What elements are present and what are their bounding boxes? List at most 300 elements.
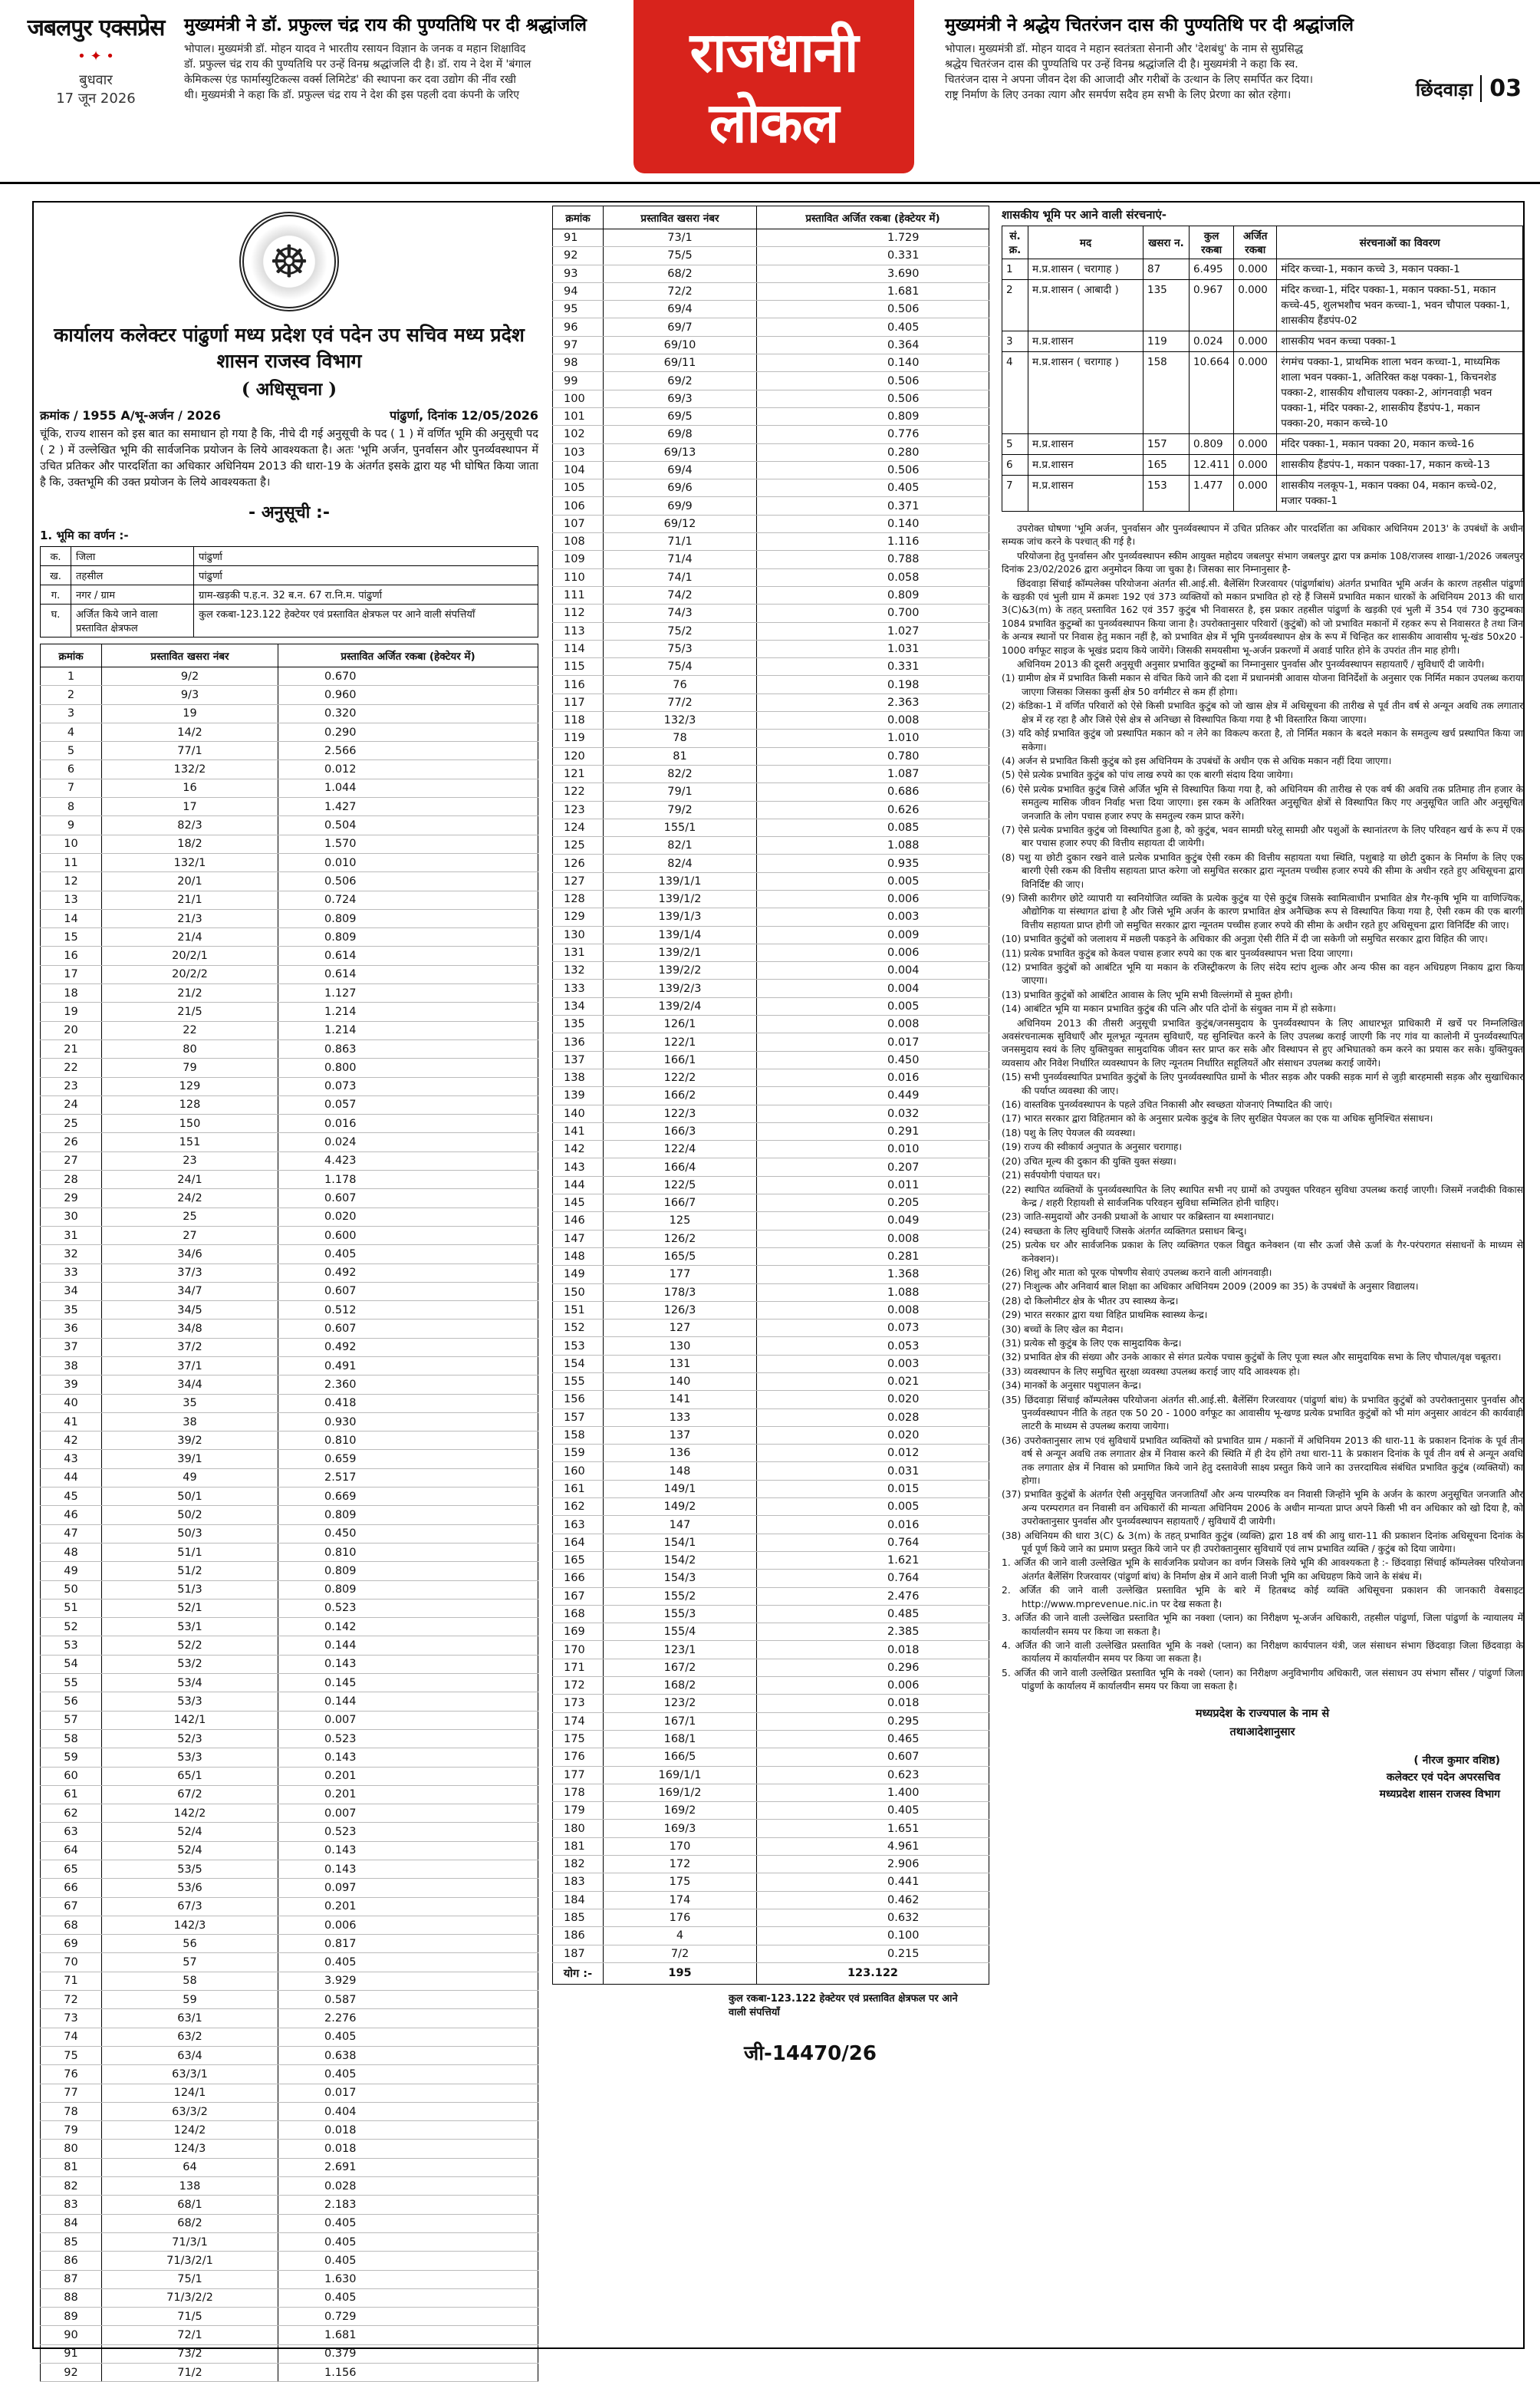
acquired-area: 0.523 (278, 1599, 538, 1617)
table-row (41, 1450, 538, 1468)
khasra-number: 123/2 (604, 1695, 757, 1712)
table-cell: 87 (1143, 259, 1190, 280)
table-row (41, 1767, 538, 1785)
row-number: 97 (553, 336, 604, 354)
table-row (553, 1766, 989, 1784)
row-number: 10 (41, 835, 102, 853)
table-row (41, 1319, 538, 1338)
acquired-area: 0.006 (757, 944, 989, 961)
acquired-area: 0.450 (278, 1524, 538, 1543)
row-number: 141 (553, 1122, 604, 1140)
story-body: भोपाल। मुख्यमंत्री डॉ. मोहन यादव ने भारतीय रसायन विज्ञान के जनक व महान शिक्षाविद डॉ. प्रफुल्ल चंद्र राय की पुण्यतिथि पर उन्हें विनम्र श्रद्धांजलि दी है। डॉ. राय ने देश में 'बंगाल केमिकल्स एंड फार्मास्युटिकल्स वर्क्स लिमिटेड' की स्थापना कर दवा उद्योग की नींव रखी थी। मुख्यमंत्री ने कहा कि डॉ. प्रफुल्ल चंद्र राय ने देश की इस पहली दवा कंपनी के जरिए (184, 43, 531, 101)
acquired-area: 0.686 (757, 783, 989, 801)
acquired-area: 0.764 (757, 1534, 989, 1551)
row-number: 61 (41, 1785, 102, 1804)
table-row (41, 1972, 538, 1990)
row-number: 185 (553, 1909, 604, 1926)
khasra-number: 167/2 (604, 1659, 757, 1676)
table-cell: 12.411 (1190, 455, 1234, 476)
body-paragraph: (34) मानकों के अनुसार पशुपालन केन्द्र। (1002, 1380, 1142, 1392)
row-number: 169 (553, 1623, 604, 1641)
acquired-area: 0.809 (757, 407, 989, 425)
body-paragraph: (29) भारत सरकार द्वारा यथा विहित प्राथमिक स्वास्थ्य केन्द्र। (1002, 1310, 1208, 1321)
khasra-number: 52/4 (102, 1841, 278, 1860)
khasra-number: 21/4 (102, 928, 278, 947)
acquired-area: 1.156 (278, 2364, 538, 2382)
khasra-number: 129 (102, 1077, 278, 1095)
table-row (553, 1856, 989, 1873)
acquired-area: 0.623 (757, 1766, 989, 1784)
table-row (553, 801, 989, 819)
row-number: 150 (553, 1283, 604, 1301)
signature-block (1002, 1752, 1523, 1803)
acquired-area: 0.331 (757, 658, 989, 676)
table-row (41, 2252, 538, 2270)
table-row (553, 1051, 989, 1069)
col-header-no: क्रमांक (41, 644, 102, 667)
body-paragraph: (20) उचित मूल्य की दुकान की युक्ति युक्त संख्या। (1002, 1155, 1176, 1167)
table-row (553, 980, 989, 997)
acquired-area: 0.405 (278, 1245, 538, 1263)
khasra-number: 9/2 (102, 667, 278, 686)
khasra-number: 169/3 (604, 1820, 757, 1837)
info-row (41, 605, 538, 638)
acquired-area: 0.523 (278, 1729, 538, 1748)
khasra-number: 69/8 (604, 426, 757, 443)
body-paragraph: (9) जिसी कारीगर छोटे व्यापारी या स्वनियोजित व्यक्ति के प्रत्येक कुटुंब या ऐसे कुटुंब जिसके स्वामित्वाधीन प्रभावित क्षेत्र गैर-कृषि भूमि या वाणिज्यिक, औद्योगिक या संस्थागत ढांचा है और जिसे भूमि अर्जन के कारण प्रभावित क्षेत्र अनैच्छिक रूप से विस्थापित किया गया है, ऐसी रकम की एक बारगी वित्तीय सहायता प्राप्त होगी जो समुचित सरकार द्वारा न्यूनतम पच्चीस हजार रुपये की सीमा के अधीन रहते हुए अधिसूचना द्वारा विनिर्दिष्ट की जाए। (1002, 892, 1523, 931)
acquired-area: 0.005 (757, 997, 989, 1015)
khasra-number: 166/4 (604, 1158, 757, 1176)
acquired-area: 0.418 (278, 1394, 538, 1412)
khasra-number: 169/1/2 (604, 1784, 757, 1801)
table-row (41, 2046, 538, 2064)
col-header-area: प्रस्तावित अर्जित रकबा (हेक्टेयर में) (278, 644, 538, 667)
row-number: 8 (41, 798, 102, 816)
row-number: 31 (41, 1226, 102, 1244)
acquired-area: 0.005 (757, 1498, 989, 1516)
signatory-name: ( नीरज कुमार वशिष्ठ) (1413, 1754, 1500, 1767)
acquired-area: 0.295 (757, 1712, 989, 1730)
khasra-number: 80 (102, 1039, 278, 1058)
table-row (553, 1462, 989, 1480)
table-row (553, 765, 989, 782)
headline-story-right (945, 14, 1413, 103)
acquired-area: 0.003 (757, 908, 989, 926)
acquired-area: 0.506 (757, 301, 989, 318)
table-row (553, 1891, 989, 1909)
khasra-number: 69/4 (604, 301, 757, 318)
table-row (553, 1247, 989, 1265)
acquired-area: 1.729 (757, 229, 989, 247)
notice-type: ( अधिसूचना ) (241, 379, 337, 400)
row-number: 7 (41, 779, 102, 797)
table-row (553, 372, 989, 390)
row-number: 42 (41, 1432, 102, 1450)
row-number: 92 (41, 2364, 102, 2382)
body-paragraph: 1. अर्जित की जाने वाली उल्लेखित भूमि के सार्वजनिक प्रयोजन का वर्णन जिसके लिये भूमि की आवश्यकता है :- छिंदवाड़ा सिंचाई कॉम्पलेक्स परियोजना अंतर्गत बैलेंसिंग रिजरवायर (पांढुर्णा बांध) के निर्माण क्षेत्र में आने वाली निजी भूमि का अधिग्रहण किये जाने के संबंध में। (1002, 1557, 1523, 1582)
row-number: 15 (41, 928, 102, 947)
acquired-area: 0.143 (278, 1841, 538, 1860)
khasra-number: 69/10 (604, 336, 757, 354)
acquired-area: 0.930 (278, 1412, 538, 1431)
row-number: 179 (553, 1802, 604, 1820)
acquired-area: 4.423 (278, 1151, 538, 1170)
khasra-number: 136 (604, 1445, 757, 1462)
row-number: 47 (41, 1524, 102, 1543)
table-row (41, 1003, 538, 1021)
acquired-area: 0.669 (278, 1488, 538, 1506)
khasra-number: 166/3 (604, 1122, 757, 1140)
row-number: 167 (553, 1587, 604, 1605)
info-row (41, 566, 538, 585)
row-number: 119 (553, 730, 604, 747)
table-row (553, 1873, 989, 1891)
page-meta (1416, 75, 1522, 102)
city-name: छिंदवाड़ा (1415, 79, 1473, 100)
khasra-number: 17 (102, 798, 278, 816)
acquired-area: 0.485 (757, 1605, 989, 1623)
table-row (41, 742, 538, 760)
total-label: योग :- (553, 1962, 604, 1984)
table-row (553, 1337, 989, 1355)
acquired-area: 0.780 (757, 747, 989, 765)
acquired-area: 0.809 (278, 928, 538, 947)
khasra-number: 64 (102, 2158, 278, 2176)
row-number: 148 (553, 1247, 604, 1265)
khasra-number: 74/2 (604, 586, 757, 604)
acquired-area: 1.214 (278, 1003, 538, 1021)
acquired-area: 0.280 (757, 443, 989, 461)
story-body: भोपाल। मुख्यमंत्री डॉ. मोहन यादव ने महान स्वतंत्रता सेनानी और 'देशबंधु' के नाम से सुप्रसिद्ध श्रद्धेय चितरंजन दास की पुण्यतिथि पर उन्हें विनम्र श्रद्धांजलि दी है। मुख्यमंत्री ने कहा कि स्व. चितरंजन दास ने अपना जीवन देश की आजादी और गरीबों के उत्थान के लिए समर्पित कर दिया। राष्ट्र निर्माण के लिए उनका त्याग और समर्पण सदैव हम सभी के लिए प्रेरणा का स्रोत रहेगा। (945, 43, 1314, 101)
acquired-area: 0.024 (278, 1133, 538, 1151)
table-row (41, 2065, 538, 2084)
row-number: 48 (41, 1543, 102, 1561)
acquired-area: 0.405 (278, 2288, 538, 2307)
acquired-area: 0.817 (278, 1935, 538, 1953)
row-number: 89 (41, 2308, 102, 2326)
table-cell: शासकीय भवन कच्चा पक्का-1 (1277, 331, 1523, 352)
row-number: 162 (553, 1498, 604, 1516)
khasra-number: 127 (604, 1319, 757, 1337)
notice-column-1 (40, 206, 538, 2382)
section-title-line2: लोकल (709, 90, 839, 155)
row-number: 30 (41, 1207, 102, 1226)
row-number: 84 (41, 2214, 102, 2232)
khasra-number: 166/5 (604, 1748, 757, 1766)
khasra-number: 24/1 (102, 1171, 278, 1189)
table-cell: म.प्र.शासन (1028, 455, 1143, 476)
body-paragraph: (3) यदि कोई प्रभावित कुटुंब जो प्रस्थापित मकान को न लेने का विकल्प करता है, तो निर्मित मकान के बदले मकान के समतुल्य खर्च प्रस्थापित किया जा सकेगा। (1002, 728, 1523, 753)
row-number: 132 (553, 962, 604, 980)
info-label: तहसील (71, 566, 194, 585)
rehabilitation-text (1002, 522, 1523, 1694)
khasra-number: 34/8 (102, 1319, 278, 1338)
khasra-number: 73/1 (604, 229, 757, 247)
table-row (553, 1033, 989, 1051)
table-row (553, 497, 989, 515)
table-row (41, 779, 538, 797)
body-paragraph: (35) छिंदवाड़ा सिंचाई कॉम्पलेक्स परियोजना अंतर्गत सी.आई.सी. बैलेंसिंग रिजरवायर (पांढुर्णा बांध) के प्रभावित कुटुंबों को उपरोक्तानुसार पुनर्वास और पुनर्व्यवस्थापन नीति के तहत एक 50 20 - 1000 वर्गफूट का आवासीय भू-खण्ड प्रत्येक प्रभावित कुटुंबों को भी मांग अनुसार आवंटन की कार्यवाही लाटरी के माध्यम से उपलब्ध कराया जायेगा। (1002, 1394, 1523, 1432)
table-row (553, 301, 989, 318)
khasra-number: 176 (604, 1909, 757, 1926)
info-key: क. (41, 547, 71, 566)
table-row (41, 2288, 538, 2307)
table-row (41, 1432, 538, 1450)
table-row (41, 1543, 538, 1561)
khasra-number: 68/2 (604, 265, 757, 282)
table-row (41, 835, 538, 853)
acquired-area: 1.087 (757, 765, 989, 782)
row-number: 70 (41, 1953, 102, 1972)
table-row (553, 265, 989, 282)
khasra-number: 38 (102, 1412, 278, 1431)
acquired-area: 0.296 (757, 1659, 989, 1676)
body-paragraph: 3. अर्जित की जाने वाली उल्लेखित प्रस्तावित भूमि का नक्शा (प्लान) का निरीक्षण भू-अर्जन अधिकारी, तहसील पांढुर्णा, जिला पांढुर्णा के न्यायालय में कार्यालयीन समय पर किया जा सकता है। (1002, 1613, 1523, 1637)
table-row (41, 1655, 538, 1673)
khasra-number: 126/3 (604, 1301, 757, 1319)
khasra-number: 155/2 (604, 1587, 757, 1605)
row-number: 99 (553, 372, 604, 390)
table-row (41, 984, 538, 1003)
table-row (553, 694, 989, 711)
body-paragraph: (22) स्थापित व्यक्तियों के पुनर्व्यवस्थापित के लिए स्थापित सभी नए ग्रामों को उपयुक्त परिवहन सुविधा उपलब्ध कराई जाएगी। जिसमें नजदीकी विकास केन्द्र / शहरी रिहायशी से सार्वजनिक परिवहन सुविधा सम्मिलित होनी चाहिए। (1002, 1184, 1523, 1208)
khasra-number: 175 (604, 1873, 757, 1891)
acquired-area: 0.006 (757, 1677, 989, 1695)
acquired-area: 0.007 (278, 1804, 538, 1823)
acquired-area: 1.088 (757, 837, 989, 855)
row-number: 131 (553, 944, 604, 961)
khasra-number: 75/1 (102, 2270, 278, 2288)
table-row (553, 282, 989, 300)
body-paragraph: (13) प्रभावित कुटुंबों को आबंटित आवास के लिए भूमि सभी विल्लंगमों से मुक्त होगी। (1002, 989, 1293, 1000)
acquired-area: 0.053 (757, 1337, 989, 1355)
row-number: 29 (41, 1189, 102, 1207)
row-number: 135 (553, 1016, 604, 1033)
table-cell: 5 (1002, 434, 1028, 455)
khasra-number: 74/1 (604, 568, 757, 586)
row-number: 87 (41, 2270, 102, 2288)
khasra-number: 139/1/3 (604, 908, 757, 926)
acquired-area: 0.020 (278, 1207, 538, 1226)
body-paragraph: (23) जाति-समुदायों और उनकी प्रथाओं के आधार पर कब्रिस्तान या श्मशानघाट। (1002, 1211, 1275, 1223)
table-row (41, 1151, 538, 1170)
row-number: 17 (41, 965, 102, 983)
row-number: 91 (41, 2344, 102, 2363)
reference-row (40, 407, 538, 423)
khasra-number: 69/12 (604, 515, 757, 532)
table-cell: 4 (1002, 352, 1028, 434)
khasra-number: 34/7 (102, 1282, 278, 1300)
row-number: 117 (553, 694, 604, 711)
khasra-number: 71/2 (102, 2364, 278, 2382)
body-paragraph: 4. अर्जित की जाने वाली उल्लेखित प्रस्तावित भूमि के नक्शे (प्लान) का निरीक्षण कार्यपालन यंत्री, जल संसाधन संभाग छिंदवाड़ा जिला छिंदवाड़ा के कार्यालय में कार्यालयीन समय पर किया जा सकता है। (1002, 1639, 1523, 1665)
table-cell: 0.809 (1190, 434, 1234, 455)
table-row (41, 1599, 538, 1617)
table-row (553, 1623, 989, 1641)
khasra-number: 18/2 (102, 835, 278, 853)
table-row (41, 2177, 538, 2196)
row-number: 93 (553, 265, 604, 282)
khasra-number: 34/5 (102, 1301, 278, 1319)
row-number: 46 (41, 1506, 102, 1524)
body-paragraph: (27) निःशुल्क और अनिवार्य बाल शिक्षा का अधिकार अधिनियम 2009 (2009 का 35) के उपबंधों के अनुसार विद्यालय। (1002, 1281, 1419, 1293)
khasra-number: 77/1 (102, 742, 278, 760)
info-value: ग्राम-खड़की प.ह.न. 32 ब.न. 67 रा.नि.म. पांढुर्णा (194, 585, 538, 605)
row-number: 137 (553, 1051, 604, 1069)
table-row (41, 723, 538, 741)
table-cell: 0.000 (1234, 455, 1277, 476)
row-number: 140 (553, 1105, 604, 1122)
khasra-number: 81 (604, 747, 757, 765)
row-number: 157 (553, 1408, 604, 1426)
row-number: 154 (553, 1355, 604, 1372)
body-paragraph: (14) आबंटित भूमि या मकान प्रभावित कुटुंब की पत्नि और पति दोनों के संयुक्त नाम में हो सकेगा। (1002, 1003, 1336, 1015)
acquired-area: 0.960 (278, 686, 538, 704)
khasra-number: 34/6 (102, 1245, 278, 1263)
body-paragraph: (32) प्रभावित क्षेत्र की संख्या और उनके आकार से संगत प्रत्येक पचास कुटुंबों के लिए पूजा स्थल और सामुदायिक सभा के लिए चौपाल/वृक्ष चबूतरा। (1002, 1352, 1502, 1363)
row-number: 158 (553, 1426, 604, 1444)
acquired-area: 0.659 (278, 1450, 538, 1468)
col-header-area: प्रस्तावित अर्जित रकबा (हेक्टेयर में) (757, 206, 989, 229)
info-row (41, 547, 538, 566)
row-number: 58 (41, 1729, 102, 1748)
khasra-number: 140 (604, 1373, 757, 1391)
khasra-number: 82/3 (102, 816, 278, 835)
acquired-area: 0.450 (757, 1051, 989, 1069)
acquired-area: 0.607 (278, 1282, 538, 1300)
table-cell: म.प्र.शासन (1028, 331, 1143, 352)
acquired-area: 2.363 (757, 694, 989, 711)
row-number: 77 (41, 2084, 102, 2102)
table-row (41, 1338, 538, 1356)
row-number: 28 (41, 1171, 102, 1189)
acquired-area: 0.764 (757, 1570, 989, 1587)
row-number: 128 (553, 890, 604, 908)
table-row (553, 605, 989, 622)
row-number: 126 (553, 855, 604, 872)
acquired-area: 0.012 (278, 760, 538, 779)
acquired-area: 0.143 (278, 1860, 538, 1879)
table-row (41, 1207, 538, 1226)
acquired-area: 0.281 (757, 1247, 989, 1265)
table-cell: मंदिर कच्चा-1, मकान कच्चे 3, मकान पक्का-1 (1277, 259, 1523, 280)
table-row (553, 872, 989, 890)
body-paragraph: (4) अर्जन से प्रभावित किसी कुटुंब को इस अधिनियम के उपबंधों के अधीन एक से अधिक मकान नहीं दिया जाएगा। (1002, 755, 1392, 766)
khasra-number: 67/3 (102, 1897, 278, 1916)
khasra-number: 174 (604, 1891, 757, 1909)
table-row (41, 2028, 538, 2046)
row-number: 75 (41, 2046, 102, 2064)
khasra-number: 149/1 (604, 1480, 757, 1497)
khasra-number: 69/11 (604, 354, 757, 372)
khasra-number: 154/2 (604, 1551, 757, 1569)
khasra-number: 166/1 (604, 1051, 757, 1069)
acquired-area: 0.198 (757, 676, 989, 694)
acquired-area: 1.127 (278, 984, 538, 1003)
row-number: 164 (553, 1534, 604, 1551)
row-number: 49 (41, 1562, 102, 1580)
acquired-area: 0.809 (278, 909, 538, 927)
story-headline: मुख्यमंत्री ने डॉ. प्रफुल्ल चंद्र राय की पुण्यतिथि पर दी श्रद्धांजलि (184, 15, 587, 35)
acquired-area: 2.183 (278, 2196, 538, 2214)
office-heading: कार्यालय कलेक्टर पांढुर्णा मध्य प्रदेश एवं पदेन उप सचिव मध्य प्रदेश शासन राजस्व विभाग (54, 324, 525, 372)
khasra-number: 139/1/4 (604, 926, 757, 944)
row-number: 118 (553, 712, 604, 730)
acquired-area: 0.465 (757, 1730, 989, 1748)
acquired-area: 0.207 (757, 1158, 989, 1176)
row-number: 163 (553, 1516, 604, 1534)
row-number: 92 (553, 247, 604, 265)
table-row (41, 1711, 538, 1729)
body-paragraph: (37) प्रभावित कुटुंबों के अंतर्गत ऐसी अनुसूचित जनजातियाँ और अन्य पारम्परिक वन निवासी जिन्होंने भूमि के अर्जन के कारण अनुसूचित जनजाति और अन्य परम्परागत वन निवासी वन अधिकारों की मान्यता अधिनियम 2006 के अधीन मान्यता प्राप्त अपने किसी भी वन अधिकार को खो दिया है, को उपरोक्तानुसार पुनर्वास और पुनर्व्यवस्थापन सहायताएँ / सुविधायें दी जायेगी। (1002, 1489, 1523, 1527)
khasra-number: 56 (102, 1935, 278, 1953)
government-seal-icon: ☸ (239, 212, 339, 311)
body-paragraph: (15) सभी पुनर्व्यवस्थापित प्रभावित कुटुंबों के लिए पुनर्व्यवस्थापित ग्रामों के भीतर सड़क और पक्की सड़क मार्ग से जुड़ी बारहमासी सड़क और सुखाधिकार की पर्याप्त व्यवस्था की जाए। (1002, 1072, 1523, 1096)
khasra-number: 69/2 (604, 372, 757, 390)
table-row (41, 1412, 538, 1431)
table-row (41, 1935, 538, 1953)
row-number: 83 (41, 2196, 102, 2214)
acquired-area: 0.291 (757, 1122, 989, 1140)
table-row (41, 1785, 538, 1804)
table-row (41, 1468, 538, 1487)
row-number: 186 (553, 1927, 604, 1945)
table-row (553, 855, 989, 872)
khasra-number: 166/2 (604, 1087, 757, 1105)
row-number: 14 (41, 909, 102, 927)
khasra-number: 68/1 (102, 2196, 278, 2214)
row-number: 166 (553, 1570, 604, 1587)
khasra-number: 69/7 (604, 318, 757, 336)
row-number: 40 (41, 1394, 102, 1412)
table-cell: 0.000 (1234, 434, 1277, 455)
acquired-area: 0.020 (757, 1391, 989, 1408)
row-number: 122 (553, 783, 604, 801)
khasra-number: 4 (604, 1927, 757, 1945)
acquired-area: 1.214 (278, 1021, 538, 1039)
row-number: 134 (553, 997, 604, 1015)
table-row (41, 2232, 538, 2251)
table-row (553, 1927, 989, 1945)
row-number: 109 (553, 551, 604, 568)
row-number: 151 (553, 1301, 604, 1319)
acquired-area: 0.006 (757, 890, 989, 908)
acquired-area: 0.405 (278, 2252, 538, 2270)
acquired-area: 2.906 (757, 1856, 989, 1873)
row-number: 4 (41, 723, 102, 741)
acquired-area: 0.005 (757, 872, 989, 890)
acquired-area: 0.057 (278, 1095, 538, 1114)
khasra-number: 139/1/1 (604, 872, 757, 890)
acquired-area: 0.405 (757, 479, 989, 497)
row-number: 107 (553, 515, 604, 532)
table-row (41, 760, 538, 779)
table-row (553, 997, 989, 1015)
khasra-number: 139/2/3 (604, 980, 757, 997)
row-number: 3 (41, 704, 102, 723)
khasra-number: 50/1 (102, 1488, 278, 1506)
table-row (553, 747, 989, 765)
table-row (41, 1226, 538, 1244)
acquired-area: 0.506 (278, 872, 538, 891)
table-row (1002, 331, 1523, 352)
khasra-number: 142/3 (102, 1916, 278, 1934)
body-paragraph: (11) प्रत्येक प्रभावित कुटुंब को केवल पचास हजार रुपये का एक बार पुनर्व्यवस्थापन भत्ता दिया जाएगा। (1002, 947, 1354, 959)
body-paragraph: (26) शिशु और माता को पूरक पोषणीय सेवाएं उपलब्ध कराने वाली आंगनवाड़ी। (1002, 1267, 1272, 1278)
table-row (41, 1823, 538, 1841)
khasra-number: 139/2/1 (604, 944, 757, 961)
acquired-area: 0.809 (278, 1506, 538, 1524)
